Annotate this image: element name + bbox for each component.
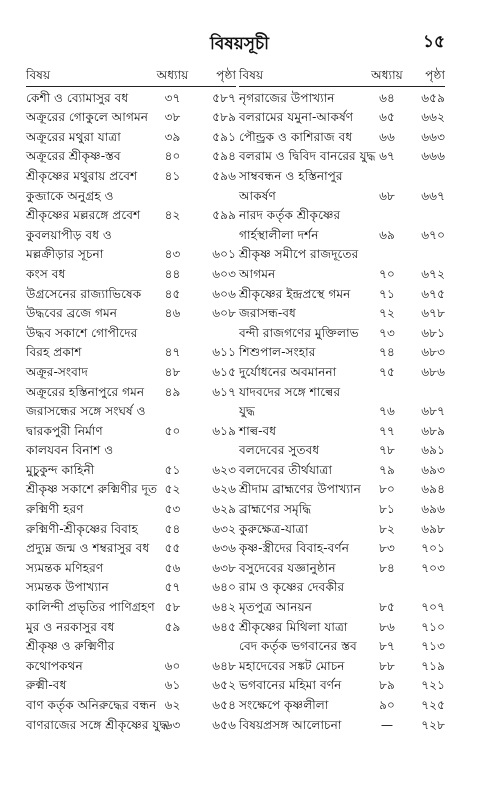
entry-chapter: ৪৪ <box>164 266 181 281</box>
entry-title: রাম ও কৃষ্ণের দেবকীর <box>239 580 345 595</box>
entry-chapter: ৮১ <box>379 502 395 517</box>
toc-entry <box>239 245 445 265</box>
toc-entry <box>26 383 236 403</box>
toc-entry <box>239 500 445 520</box>
toc-entry <box>239 676 445 696</box>
entry-chapter <box>150 324 195 344</box>
entry-title: স্যমন্তক উপাখ্যান <box>26 580 109 595</box>
entry-title: বিরহ প্রকাশ <box>26 345 82 360</box>
entry-title: যুদ্ধ <box>239 404 255 419</box>
entry-chapter: ৩৭ <box>164 90 181 105</box>
toc-entry <box>26 716 236 736</box>
entry-title: বাণ কর্তৃক অনিরুদ্ধের বন্ধন <box>26 698 157 712</box>
entry-chapter: ৫০ <box>164 423 181 438</box>
entry-page: ৬৯১ <box>421 443 445 458</box>
entry-title: যাদবদের সঙ্গে শাল্বের <box>239 384 341 399</box>
entry-chapter: ৭০ <box>379 266 395 281</box>
toc-list-right <box>239 89 445 736</box>
entry-chapter: ৪৩ <box>164 247 181 262</box>
toc-entry <box>239 422 445 442</box>
entry-page: ৬৭২ <box>421 266 445 281</box>
entry-chapter: ৫৬ <box>164 560 181 575</box>
entry-title: প্রদ্যুম্ন জন্ম ও শম্বরাসুর বধ <box>26 541 150 556</box>
entry-title: কুবলয়াপীড় বধ ও <box>26 227 112 242</box>
entry-chapter: ৭৫ <box>379 364 395 379</box>
entry-chapter: ৫৯ <box>164 619 181 634</box>
entry-title: জরাসন্ধের সঙ্গে সংঘর্ষ ও <box>26 404 146 419</box>
entry-chapter: ৫২ <box>164 482 181 497</box>
page-header: পৃষ্ঠা <box>425 68 445 82</box>
page-title: বিষয়সূচী <box>210 34 269 54</box>
entry-title: মুর ও নরকাসুর বধ <box>26 619 115 634</box>
entry-title: কুরুক্ষেত্র-যাত্রা <box>239 521 309 536</box>
entry-chapter: ৮২ <box>379 521 395 536</box>
toc-entry <box>239 618 445 638</box>
entry-chapter: — <box>380 717 394 732</box>
entry-chapter: ৬২ <box>164 698 181 712</box>
entry-title: বিষয়প্রসঙ্গ আলোচনা <box>239 717 342 732</box>
entry-page: ৭১০ <box>421 619 445 634</box>
entry-page: ৬৮৭ <box>421 404 445 419</box>
toc-column-left <box>26 66 236 735</box>
entry-title: কালযবন বিনাশ ও <box>26 443 114 458</box>
entry-title: শ্রীকৃষ্ণের মথুরায় প্রবেশ <box>26 168 138 183</box>
entry-page: ৭২১ <box>421 678 445 693</box>
entry-chapter: ৩৮ <box>164 110 181 125</box>
entry-page: ৬৮১ <box>421 325 445 340</box>
entry-title: গার্হস্থালীলা দর্শন <box>239 227 319 242</box>
entry-chapter: ৬৬ <box>379 129 395 144</box>
toc-entry <box>26 128 236 148</box>
entry-title: অক্রূরের হস্তিনাপুরে গমন <box>26 384 145 399</box>
entry-chapter <box>367 383 407 403</box>
entry-title: ব্রাহ্মণের সমৃদ্ধি <box>239 502 312 517</box>
entry-chapter: ৯০ <box>379 698 395 712</box>
column-header <box>239 66 445 87</box>
entry-chapter: ৬১ <box>164 678 181 693</box>
entry-title: মহাদেবের সঙ্কট মোচন <box>239 658 345 673</box>
entry-page: ৬১১ <box>212 345 236 360</box>
toc-entry <box>26 696 236 716</box>
entry-page: ৫৯৬ <box>212 168 236 183</box>
toc-entry <box>239 265 445 285</box>
entry-title: নারদ কর্তৃক শ্রীকৃষ্ণের <box>239 208 341 223</box>
entry-page: ৭০৭ <box>421 600 445 615</box>
entry-chapter <box>367 578 407 598</box>
entry-title: আকর্ষণ <box>239 188 276 203</box>
toc-entry <box>239 324 445 344</box>
toc-entry <box>239 402 445 422</box>
entry-page: ৭১৯ <box>421 658 445 673</box>
toc-entry <box>239 637 445 657</box>
entry-page: ৬৫৯ <box>421 90 445 105</box>
toc-entry <box>26 461 236 481</box>
entry-title: অক্রূরের শ্রীকৃষ্ণ-স্তব <box>26 149 121 164</box>
entry-chapter: ৪৮ <box>164 364 181 379</box>
entry-chapter <box>150 402 195 422</box>
toc-entry <box>26 226 236 246</box>
entry-page: ৬৯৬ <box>421 502 445 517</box>
entry-page <box>195 441 236 461</box>
entry-page <box>195 187 236 207</box>
entry-page: ৬৯৪ <box>421 482 445 497</box>
entry-page: ৬৬৬ <box>421 149 445 164</box>
toc-entry <box>239 304 445 324</box>
entry-chapter: ৭৯ <box>379 462 395 477</box>
entry-chapter <box>367 167 407 187</box>
toc-entry <box>26 324 236 344</box>
entry-page: ৭০৩ <box>421 560 445 575</box>
entry-title: কালিন্দী প্রভৃতির পাণিগ্রহণ <box>26 600 155 615</box>
entry-page: ৫৯১ <box>212 129 236 144</box>
entry-chapter <box>150 187 195 207</box>
entry-chapter: ৪৯ <box>164 384 181 399</box>
entry-chapter: ৮৮ <box>379 658 395 673</box>
entry-title: সংক্ষেপে কৃষ্ণলীলা <box>239 698 329 712</box>
entry-title: রুক্মিণী-শ্রীকৃষ্ণের বিবাহ <box>26 521 138 536</box>
toc-entry <box>239 383 445 403</box>
entry-chapter: ৭১ <box>379 286 395 301</box>
entry-title: উগ্রসেনের রাজ্যাভিষেক <box>26 286 142 301</box>
entry-page <box>195 226 236 246</box>
toc-entry <box>26 618 236 638</box>
entry-page: ৬৭৮ <box>421 306 445 321</box>
entry-title: কেশী ও ব্যোমাসুর বধ <box>26 90 129 105</box>
entry-page: ৬১৭ <box>212 384 236 399</box>
toc-entry <box>239 128 445 148</box>
entry-page: ৬৩২ <box>212 521 236 536</box>
entry-chapter: ৬৭ <box>379 149 395 164</box>
entry-title: বন্দী রাজগণের মুক্তিলাভ <box>239 325 359 340</box>
toc-entry <box>239 716 445 736</box>
toc-entry <box>239 89 445 109</box>
entry-chapter: ৮৯ <box>379 678 395 693</box>
entry-title: বলরামের যমুনা-আকর্ষণ <box>239 110 354 125</box>
entry-chapter: ৪২ <box>164 208 181 223</box>
entry-chapter: ৭৮ <box>379 443 395 458</box>
entry-title: বসুদেবের যজ্ঞানুষ্ঠান <box>239 560 336 575</box>
toc-entry <box>239 578 445 598</box>
subject-header: বিষয় <box>239 68 264 82</box>
entry-title: কংস বধ <box>26 266 66 281</box>
entry-title: মুচুকুন্দ কাহিনী <box>26 462 95 477</box>
subject-header: বিষয় <box>26 68 51 82</box>
entry-chapter: ৮০ <box>379 482 395 497</box>
entry-chapter: ৭৩ <box>379 325 395 340</box>
entry-page: ৬৫৪ <box>212 698 236 712</box>
entry-page: ৬১৯ <box>212 423 236 438</box>
toc-entry <box>26 245 236 265</box>
entry-chapter: ৪৬ <box>164 306 181 321</box>
entry-page: ৬০৩ <box>212 266 236 281</box>
entry-title: শ্রীকৃষ্ণ ও রুক্মিণীর <box>26 639 115 654</box>
toc-entry <box>26 500 236 520</box>
toc-entry <box>26 343 236 363</box>
entry-page: ৫৮৭ <box>212 90 236 105</box>
entry-page: ৫৯৪ <box>212 149 236 164</box>
entry-title: শ্রীদাম ব্রাহ্মণের উপাখ্যান <box>239 482 361 497</box>
entry-title: জরাসন্ধ-বধ <box>239 306 296 321</box>
entry-page <box>407 383 445 403</box>
toc-entry <box>26 578 236 598</box>
toc-entry <box>26 598 236 618</box>
entry-chapter: ৮৬ <box>379 619 395 634</box>
toc-entry <box>26 657 236 677</box>
entry-page: ৬৬৩ <box>421 129 445 144</box>
toc-entry <box>26 520 236 540</box>
toc-entry <box>239 461 445 481</box>
entry-title: সাম্ববন্ধন ও হস্তিনাপুর <box>239 168 343 183</box>
entry-title: স্যমন্তক মণিহরণ <box>26 560 104 575</box>
toc-entry <box>26 147 236 167</box>
entry-title: শ্রীকৃষ্ণের ইন্দ্রপ্রস্থে গমন <box>239 286 351 301</box>
entry-chapter: ৫৩ <box>164 502 181 517</box>
entry-page: ৬৩৬ <box>212 541 236 556</box>
entry-chapter: ৩৯ <box>164 129 181 144</box>
entry-title: বাণরাজের সঙ্গে শ্রীকৃষ্ণের যুদ্ধ <box>26 717 169 732</box>
entry-title: বলদেবের সুতবধ <box>239 443 320 458</box>
toc-entry <box>239 206 445 226</box>
toc-entry <box>239 226 445 246</box>
toc-entry <box>26 187 236 207</box>
entry-chapter: ৮৫ <box>379 600 395 615</box>
entry-title: দ্বারকপুরী নির্মাণ <box>26 423 103 438</box>
entry-page: ৬৬২ <box>421 110 445 125</box>
toc-entry <box>26 206 236 226</box>
entry-chapter: ৮৭ <box>379 639 395 654</box>
entry-title: পৌন্ড্রক ও কাশিরাজ বধ <box>239 129 353 144</box>
entry-page: ৬২৯ <box>212 502 236 517</box>
entry-chapter: ৪৫ <box>164 286 181 301</box>
entry-page: ৭১৩ <box>421 639 445 654</box>
entry-page: ৬৪০ <box>212 580 236 595</box>
entry-page: ৬৪৮ <box>212 658 236 673</box>
entry-page: ৬৮৯ <box>421 423 445 438</box>
entry-page: ৬০৮ <box>212 306 236 321</box>
entry-title: শ্রীকৃষ্ণের মল্লরঙ্গে প্রবেশ <box>26 208 141 223</box>
entry-chapter <box>150 637 195 657</box>
toc-entry <box>26 108 236 128</box>
toc-entry <box>26 441 236 461</box>
entry-page <box>407 578 445 598</box>
toc-entry <box>26 167 236 187</box>
toc-entry <box>239 343 445 363</box>
entry-chapter: ৪৭ <box>164 345 181 360</box>
toc-entry <box>26 422 236 442</box>
entry-page: ৬৭০ <box>421 227 445 242</box>
toc-entry <box>239 539 445 559</box>
entry-page: ৬৪২ <box>212 600 236 615</box>
entry-page: ৬৮৬ <box>421 364 445 379</box>
toc-entry <box>26 559 236 579</box>
entry-chapter: ৭৭ <box>379 423 395 438</box>
entry-title: বলদেবের তীর্থযাত্রা <box>239 462 332 477</box>
toc-entry <box>239 657 445 677</box>
entry-chapter: ৮৩ <box>379 541 395 556</box>
toc-entry <box>239 187 445 207</box>
entry-title: উদ্ধবের ব্রজে গমন <box>26 306 118 321</box>
entry-title: উদ্ধব সকাশে গোপীদের <box>26 325 138 340</box>
entry-page: ৬২৩ <box>212 462 236 477</box>
entry-page: ৬২৬ <box>212 482 236 497</box>
entry-page <box>195 637 236 657</box>
entry-chapter: ৭৪ <box>379 345 395 360</box>
entry-title: অক্রূরের মথুরা যাত্রা <box>26 129 121 144</box>
entry-chapter: ৭২ <box>379 306 395 321</box>
entry-chapter: ৬৮ <box>379 188 395 203</box>
toc-entry <box>239 559 445 579</box>
entry-chapter: ৬৯ <box>379 227 395 242</box>
entry-page: ৬৯৮ <box>421 521 445 536</box>
entry-page <box>407 245 445 265</box>
entry-page: ৬৭৫ <box>421 286 445 301</box>
entry-chapter: ৪১ <box>164 168 181 183</box>
entry-chapter: ৫৮ <box>164 600 181 615</box>
entry-title: রুক্মী-বধ <box>26 678 67 693</box>
toc-entry <box>26 285 236 305</box>
entry-page: ৬০১ <box>212 247 236 262</box>
entry-title: ভগবানের মহিমা বর্ণন <box>239 678 342 693</box>
entry-page: ৭২৮ <box>421 717 445 732</box>
entry-chapter: ৬৩ <box>164 717 181 732</box>
entry-chapter <box>367 206 407 226</box>
toc-entry <box>26 539 236 559</box>
toc-column-right <box>239 66 445 735</box>
entry-page: ৬৩৮ <box>212 560 236 575</box>
entry-chapter: ৫১ <box>164 462 181 477</box>
entry-chapter: ৬৫ <box>379 110 395 125</box>
page-header: পৃষ্ঠা <box>216 68 236 82</box>
entry-title: কুব্জাকে অনুগ্রহ ও <box>26 188 114 203</box>
entry-chapter <box>150 441 195 461</box>
toc-entry <box>239 441 445 461</box>
entry-page <box>407 167 445 187</box>
toc-entry <box>239 108 445 128</box>
toc-entry <box>26 265 236 285</box>
entry-page: ৬১৫ <box>212 364 236 379</box>
entry-page: ৫৯৯ <box>212 208 236 223</box>
toc-entry <box>239 520 445 540</box>
entry-chapter <box>367 245 407 265</box>
entry-title: অক্রূর-সংবাদ <box>26 364 88 379</box>
toc-entry <box>239 167 445 187</box>
entry-title: শ্রীকৃষ্ণ সমীপে রাজদূতের <box>239 247 359 262</box>
toc-entry <box>26 676 236 696</box>
entry-title: অক্রূরের গোকুলে আগমন <box>26 110 149 125</box>
entry-chapter: ৬৪ <box>379 90 395 105</box>
entry-title: নৃগরাজের উপাখ্যান <box>239 90 335 105</box>
toc-entry <box>26 402 236 422</box>
entry-title: কথোপকথন <box>26 658 83 673</box>
entry-title: শ্রীকৃষ্ণ সকাশে রুক্মিণীর দূত <box>26 482 158 497</box>
toc-entry <box>26 89 236 109</box>
entry-chapter: ৪০ <box>164 149 181 164</box>
entry-title: শিশুপাল-সংহার <box>239 345 316 360</box>
entry-page: ৬৫৬ <box>212 717 236 732</box>
entry-chapter: ৭৬ <box>379 404 395 419</box>
entry-chapter <box>150 226 195 246</box>
entry-page <box>195 402 236 422</box>
entry-page: ৬৫২ <box>212 678 236 693</box>
entry-page <box>195 324 236 344</box>
toc-list-left <box>26 89 236 736</box>
entry-title: মৃতপুত্র আনয়ন <box>239 600 312 615</box>
entry-page: ৬০৬ <box>212 286 236 301</box>
chapter-header: অধ্যায় <box>371 68 403 82</box>
toc-entry <box>239 285 445 305</box>
toc-entry <box>239 696 445 716</box>
entry-chapter: ৫৪ <box>164 521 181 536</box>
toc-entry <box>26 304 236 324</box>
entry-title: মল্লক্রীড়ার সূচনা <box>26 247 104 262</box>
entry-chapter: ৫৭ <box>164 580 181 595</box>
chapter-header: অধ্যায় <box>156 68 189 82</box>
entry-page: ৬৯৩ <box>421 462 445 477</box>
entry-title: বলরাম ও দ্বিবিদ বানরের যুদ্ধ <box>239 149 376 164</box>
entry-page: ৭২৫ <box>421 698 445 712</box>
toc-entry <box>26 637 236 657</box>
entry-title: শ্রীকৃষ্ণের মিথিলা যাত্রা <box>239 619 348 634</box>
entry-title: আগমন <box>239 266 276 281</box>
entry-chapter: ৮৪ <box>379 560 395 575</box>
toc-entry <box>26 480 236 500</box>
toc-entry <box>239 147 445 167</box>
toc-entry <box>26 363 236 383</box>
entry-chapter: ৬০ <box>164 658 181 673</box>
entry-page: ৬৬৭ <box>421 188 445 203</box>
entry-title: কৃষ্ণ-স্ত্রীদের বিবাহ-বর্ণন <box>239 541 350 556</box>
entry-page: ৫৮৯ <box>212 110 236 125</box>
entry-page: ৬৮৩ <box>421 345 445 360</box>
entry-title: শাল্ব-বধ <box>239 423 277 438</box>
page-number: ১৫ <box>422 32 445 52</box>
entry-title: বেদ কর্তৃক ভগবানের স্তব <box>239 639 357 654</box>
entry-title: দুর্যোধনের অবমাননা <box>239 364 337 379</box>
toc-entry <box>239 598 445 618</box>
toc-entry <box>239 363 445 383</box>
entry-title: রুক্মিণী হরণ <box>26 502 84 517</box>
entry-page <box>407 206 445 226</box>
toc-entry <box>239 480 445 500</box>
entry-chapter: ৫৫ <box>164 541 181 556</box>
entry-page: ৬৪৫ <box>212 619 236 634</box>
entry-page: ৭০১ <box>421 541 445 556</box>
column-header <box>26 66 236 87</box>
